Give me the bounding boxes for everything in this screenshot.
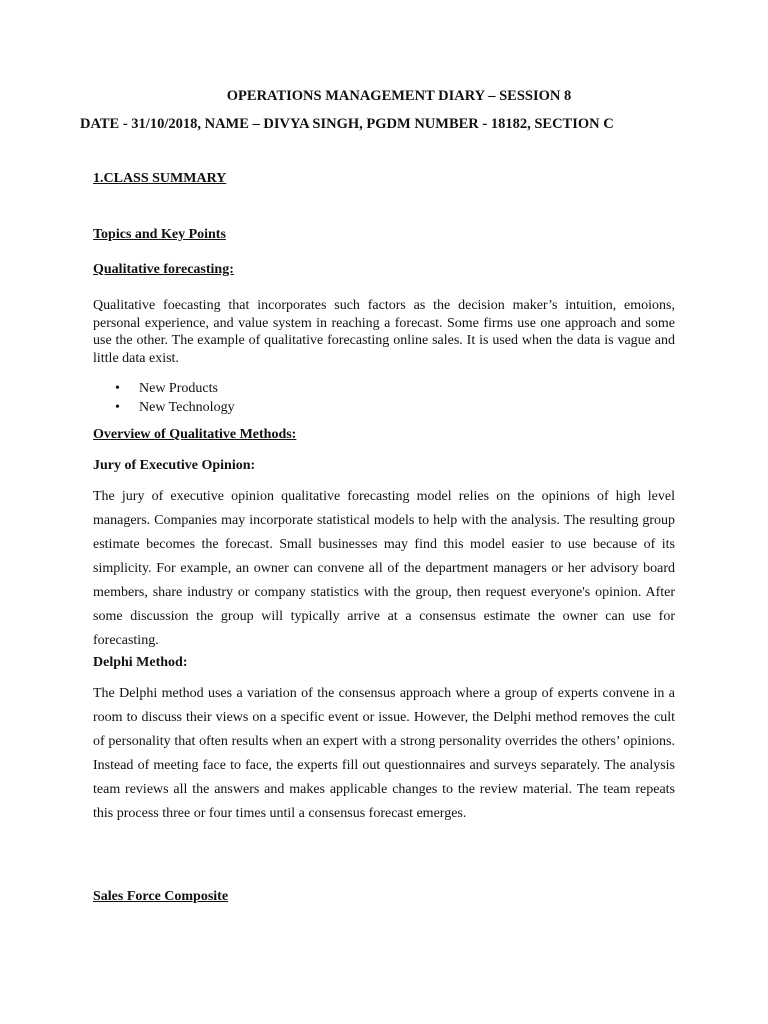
bullet-icon: •	[115, 400, 120, 415]
jury-heading: Jury of Executive Opinion:	[93, 458, 256, 473]
list-item	[93, 398, 493, 417]
document-subtitle: DATE - 31/10/2018, NAME – DIVYA SINGH, PGDM NUMBER - 18182, SECTION C	[80, 116, 614, 132]
overview-heading: Overview of Qualitative Methods:	[93, 427, 297, 442]
bullet-icon: •	[115, 381, 120, 396]
sales-force-heading: Sales Force Composite	[93, 889, 229, 904]
document-title: OPERATIONS MANAGEMENT DIARY – SESSION 8	[226, 88, 572, 104]
class-summary-heading: 1.CLASS SUMMARY	[93, 171, 227, 186]
list-item-label: New Technology	[139, 400, 235, 415]
qualitative-forecasting-heading: Qualitative forecasting:	[93, 262, 234, 277]
jury-paragraph: The jury of executive opinion qualitative forecasting model relies on the opinions of high level managers. Companies may incorporate statistical models to help with the analysis. The resulting group estimate becomes the forecast. Small businesses may find this model easier to use because of its simplicity. For example, an owner can convene all of the department managers or her advisory board members, share industry or company statistics with the group, then request everyone's opinion. After some discussion the group will typically arrive at a consensus estimate the owner can use for forecasting.	[93, 489, 675, 648]
qualitative-forecasting-paragraph: Qualitative foecasting that incorporates such factors as the decision maker’s intuition, emoions, personal experience, and value system in reaching a forecast. Some firms use one approach and some use the other. The example of qualitative forecasting online sales. It is used when the data is vague and little data exist.	[93, 298, 675, 366]
qualitative-bullet-list	[93, 379, 493, 417]
delphi-paragraph: The Delphi method uses a variation of the consensus approach where a group of experts convene in a room to discuss their views on a specific event or issue. However, the Delphi method removes the cult of personality that often results when an expert with a strong personality overrides the others’ opinions. Instead of meeting face to face, the experts fill out questionnaires and surveys separately. The analysis team reviews all the answers and makes applicable changes to the review material. The team repeats this process three or four times until a consensus forecast emerges.	[93, 686, 675, 821]
list-item-label: New Products	[139, 381, 218, 396]
delphi-heading: Delphi Method:	[93, 655, 188, 670]
list-item	[93, 379, 493, 398]
topics-heading: Topics and Key Points	[93, 227, 226, 242]
